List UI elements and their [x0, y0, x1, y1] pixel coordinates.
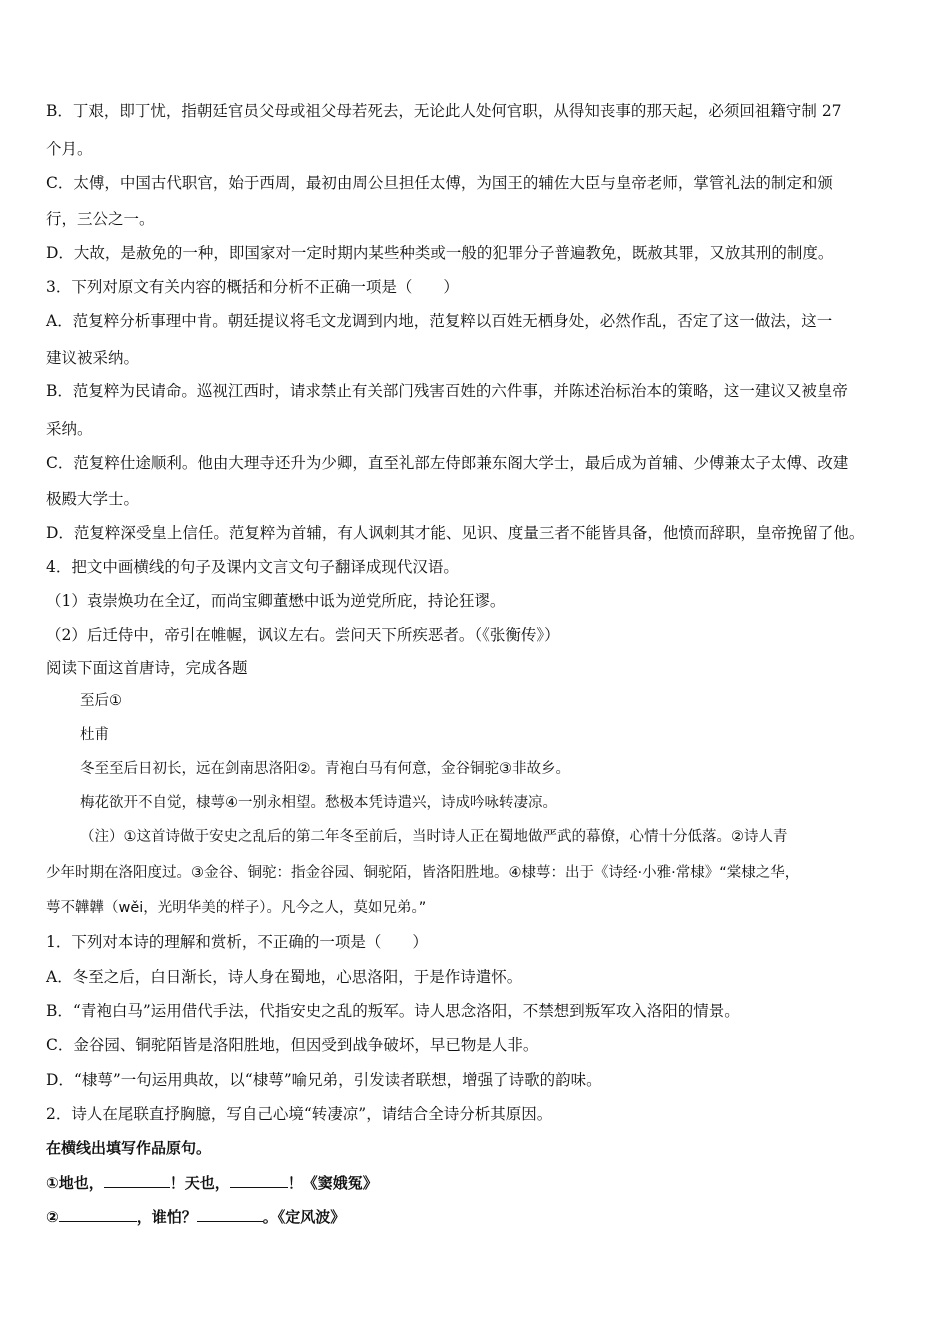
q3-option-b-line2: 采纳。	[46, 420, 93, 438]
fill-heading: 在横线出填写作品原句。	[46, 1139, 212, 1157]
q2-option-d-line1: D．大故，是赦免的一种，即国家对一定时期内某些种类或一般的犯罪分子普遍教免，既赦其罪，又放其刑的制度。	[46, 244, 834, 262]
fill-item1-part-b: ！天也，	[169, 1174, 230, 1192]
fill-item2-part-a: ②	[46, 1208, 59, 1226]
poem-note-line2: 少年时期在洛阳度过。③金谷、铜驼：指金谷园、铜驼陌，皆洛阳胜地。④棣萼：出于《诗经·小雅·常棣》“棠棣之华，	[46, 865, 800, 881]
q3-stem: 3．下列对原文有关内容的概括和分析不正确一项是（ ）	[46, 278, 459, 296]
fill-item1	[46, 1171, 916, 1194]
fill-item2-part-b: ，谁怕？	[136, 1208, 197, 1226]
fill-item1-part-a: ①地也，	[46, 1174, 104, 1192]
q3-option-c-line1: C．范复粹仕途顺利。他由大理寺还升为少卿，直至礼部左侍郎兼东阁大学士，最后成为首辅、少傅兼太子太傅、改建	[46, 454, 849, 472]
q3-option-a-line1: A．范复粹分析事理中肯。朝廷提议将毛文龙调到内地，范复粹以百姓无栖身处，必然作乱，否定了这一做法，这一	[46, 312, 833, 330]
fill-blank-4[interactable]	[197, 1205, 263, 1222]
poem-line1: 冬至至后日初长，远在剑南思洛阳②。青袍白马有何意，金谷铜驼③非故乡。	[80, 761, 570, 777]
q2-option-c-line1: C．太傅，中国古代职官，始于西周，最初由周公旦担任太傅，为国王的辅佐大臣与皇帝老师，掌管礼法的制定和颁	[46, 174, 833, 192]
poem-note-line1: （注）①这首诗做于安史之乱后的第二年冬至前后，当时诗人正在蜀地做严武的幕僚，心情十分低落。②诗人青	[80, 829, 788, 845]
q2-option-b-line2: 个月。	[46, 140, 93, 158]
poem-q1-option-a: A．冬至之后，白日渐长，诗人身在蜀地，心思洛阳，于是作诗遣怀。	[46, 968, 523, 986]
q3-option-d-line1: D．范复粹深受皇上信任。范复粹为首辅，有人讽刺其才能、见识、度量三者不能皆具备，他愤而辞职，皇帝挽留了他。	[46, 524, 865, 542]
q3-option-a-line2: 建议被采纳。	[46, 349, 140, 367]
poem-intro: 阅读下面这首唐诗，完成各题	[46, 659, 248, 677]
poem-q1-option-b: B．“青袍白马”运用借代手法，代指安史之乱的叛军。诗人思念洛阳，不禁想到叛军攻入洛阳的情景。	[46, 1002, 740, 1020]
q4-item1: （1）袁崇焕功在全辽，而尚宝卿董懋中诋为逆党所庇，持论狂谬。	[46, 592, 506, 610]
q4-stem: 4．把文中画横线的句子及课内文言文句子翻译成现代汉语。	[46, 558, 459, 576]
q3-option-b-line1: B．范复粹为民请命。巡视江西时，请求禁止有关部门残害百姓的六件事，并陈述治标治本的策略，这一建议又被皇帝	[46, 382, 848, 400]
poem-q2-stem: 2．诗人在尾联直抒胸臆，写自己心境“转凄凉”，请结合全诗分析其原因。	[46, 1105, 553, 1123]
poem-title: 至后①	[80, 693, 122, 709]
poem-q1-option-c: C．金谷园、铜驼陌皆是洛阳胜地，但因受到战争破坏，早已物是人非。	[46, 1036, 539, 1054]
poem-q1-stem: 1．下列对本诗的理解和赏析，不正确的一项是（ ）	[46, 933, 428, 951]
q3-option-c-line2: 极殿大学士。	[46, 490, 140, 508]
q4-item2: （2）后迁侍中，帝引在帷幄，讽议左右。尝问天下所疾恶者。（《张衡传》）	[46, 626, 560, 644]
poem-author: 杜甫	[80, 727, 109, 743]
q2-option-b-line1: B．丁艰，即丁忧，指朝廷官员父母或祖父母若死去，无论此人处何官职，从得知丧事的那天起，必须回祖籍守制 27	[46, 102, 842, 120]
poem-q1-option-d: D．“棣萼”一句运用典故，以“棣萼”喻兄弟，引发读者联想，增强了诗歌的韵味。	[46, 1071, 602, 1089]
q2-option-c-line2: 行，三公之一。	[46, 210, 155, 228]
fill-blank-1[interactable]	[104, 1171, 170, 1188]
poem-line2: 梅花欲开不自觉，棣萼④一别永相望。愁极本凭诗遣兴，诗成吟咏转凄凉。	[80, 795, 557, 811]
fill-blank-2[interactable]	[230, 1171, 288, 1188]
fill-item1-part-c: ！《窦娥冤》	[287, 1174, 378, 1192]
fill-item2-part-c: 。《定风波》	[262, 1208, 346, 1226]
fill-item2	[46, 1205, 916, 1228]
fill-blank-3[interactable]	[59, 1205, 137, 1222]
poem-note-line3: 萼不韡韡（wěi，光明华美的样子）。凡今之人，莫如兄弟。”	[46, 900, 427, 916]
